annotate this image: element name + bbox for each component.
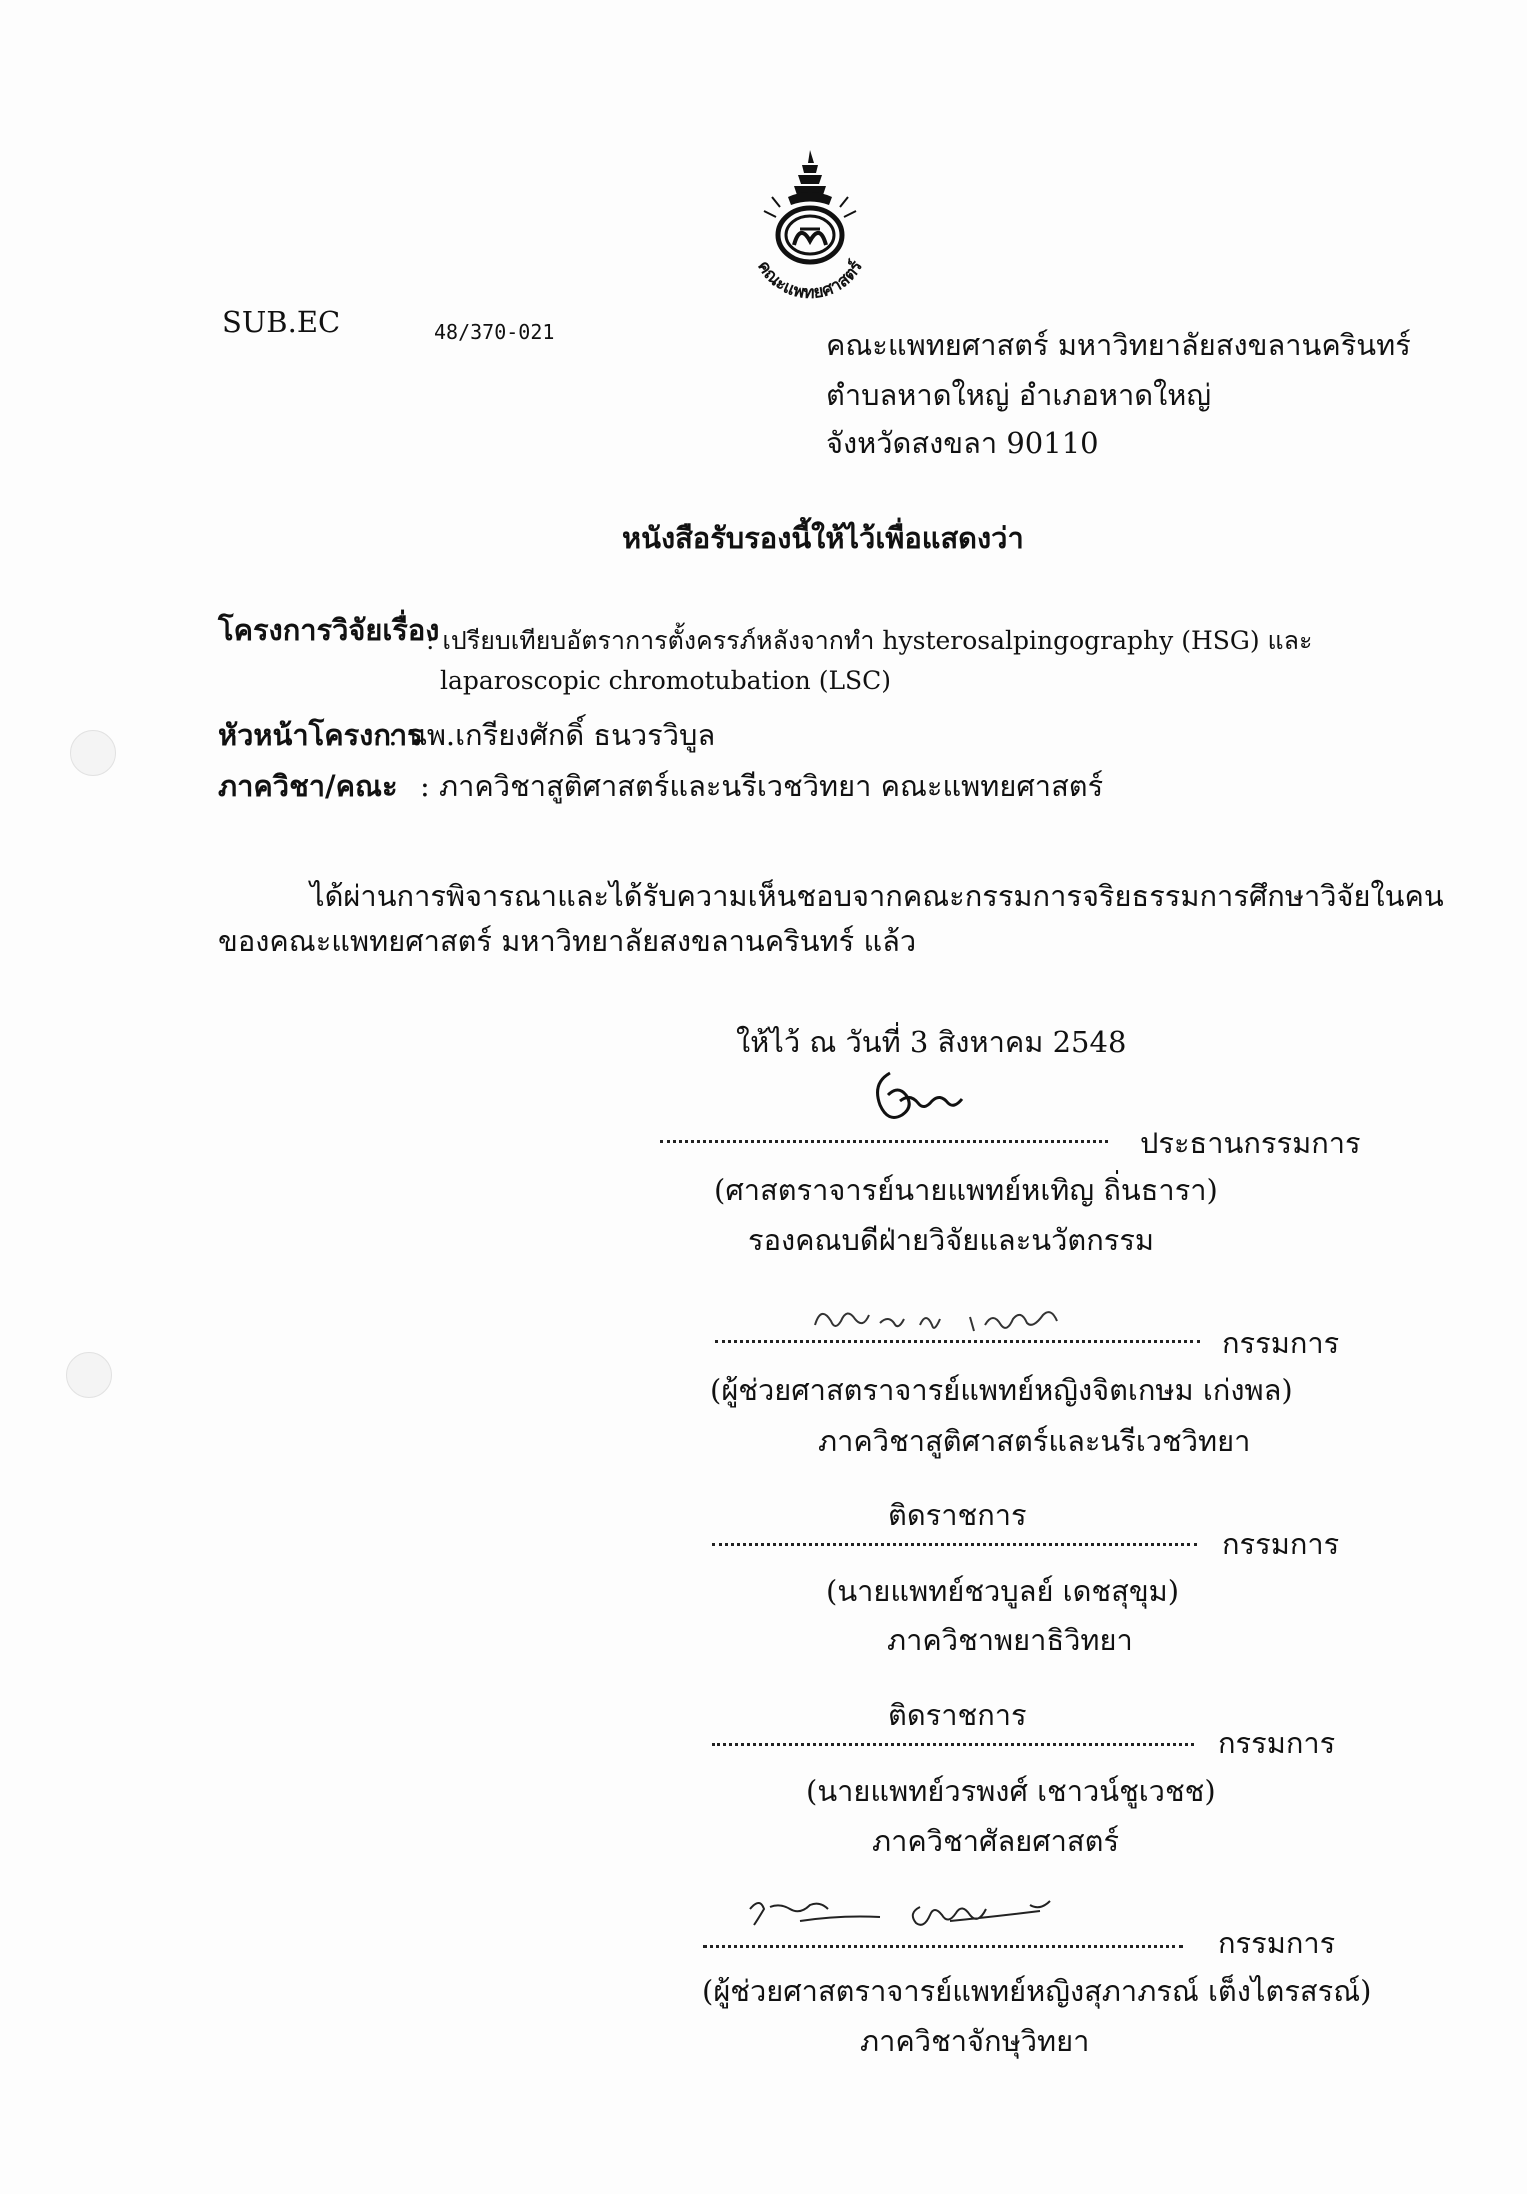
signatory-2-position: ภาควิชาสูติศาสตร์และนรีเวชวิทยา [818,1424,1251,1458]
address-line-3: จังหวัดสงขลา 90110 [826,426,1099,460]
signatory-3-role: กรรมการ [1222,1527,1340,1561]
seal-text: คณะแพทยศาสตร์ [753,257,867,304]
project-head-label: หัวหน้าโครงการ [218,718,423,752]
signatory-3-name: (นายแพทย์ชวบูลย์ เดชสุขุม) [826,1574,1180,1608]
signatory-2-role: กรรมการ [1222,1326,1340,1360]
binder-hole-lower [66,1352,112,1398]
binder-hole-upper [70,730,116,776]
address-line-2: ตำบลหาดใหญ่ อำเภอหาดใหญ่ [826,378,1212,412]
project-label: โครงการวิจัยเรื่อง [218,613,440,647]
signatory-5-position: ภาควิชาจักษุวิทยา [860,2024,1090,2058]
project-value-line-2: laparoscopic chromotubation (LSC) [440,666,892,695]
department-value: : ภาควิชาสูติศาสตร์และนรีเวชวิทยา คณะแพทยศาสตร์ [420,769,1104,803]
reference-code: SUB.EC [222,305,341,339]
signature-line-4 [712,1743,1194,1746]
certificate-title: หนังสือรับรองนี้ให้ไว้เพื่อแสดงว่า [622,521,1024,555]
address-line-1: คณะแพทยศาสตร์ มหาวิทยาลัยสงขลานครินทร์ [826,328,1411,362]
reference-number: 48/370-021 [434,320,555,344]
signatory-2-name: (ผู้ช่วยศาสตราจารย์แพทย์หญิงจิตเกษม เก่งพล) [710,1373,1293,1407]
signatory-4-name: (นายแพทย์วรพงศ์ เชาวน์ชูเวชช) [806,1774,1216,1808]
issue-date: ให้ไว้ ณ วันที่ 3 สิงหาคม 2548 [736,1025,1127,1059]
signature-line-2 [715,1340,1200,1343]
signature-line-5 [703,1945,1183,1948]
signature-line-3 [712,1543,1197,1546]
signature-line-1 [660,1140,1108,1143]
signatory-1-role: ประธานกรรมการ [1140,1126,1361,1160]
signatory-1-name: (ศาสตราจารย์นายแพทย์หเทิญ ถิ่นธารา) [714,1173,1218,1207]
signature-5 [740,1885,1120,1945]
signatory-4-position: ภาควิชาศัลยศาสตร์ [872,1824,1120,1858]
department-label: ภาควิชา/คณะ [218,769,398,803]
approval-text-line-2: ของคณะแพทยศาสตร์ มหาวิทยาลัยสงขลานครินทร์ แล้ว [218,924,917,958]
signature-2 [810,1295,1100,1345]
signatory-5-name: (ผู้ช่วยศาสตราจารย์แพทย์หญิงสุภาภรณ์ เต็งไตรสรณ์) [702,1974,1372,2008]
signature-1 [850,1065,970,1135]
project-value-line-1: : เปรียบเทียบอัตราการตั้งครรภ์หลังจากทำ hysterosalpingography (HSG) และ [426,626,1313,655]
project-head-value: : นพ.เกรียงศักดิ์ ธนวรวิบูล [388,718,716,752]
signatory-4-role: กรรมการ [1218,1726,1336,1760]
signatory-4-note: ติดราชการ [888,1698,1027,1732]
faculty-seal-logo [730,145,890,305]
signatory-5-role: กรรมการ [1218,1926,1336,1960]
signatory-3-note: ติดราชการ [888,1498,1027,1532]
signatory-3-position: ภาควิชาพยาธิวิทยา [887,1623,1133,1657]
approval-text-line-1: ได้ผ่านการพิจารณาและได้รับความเห็นชอบจากคณะกรรมการจริยธรรมการศึกษาวิจัยในคน [310,879,1444,913]
signatory-1-position: รองคณบดีฝ่ายวิจัยและนวัตกรรม [748,1223,1155,1257]
